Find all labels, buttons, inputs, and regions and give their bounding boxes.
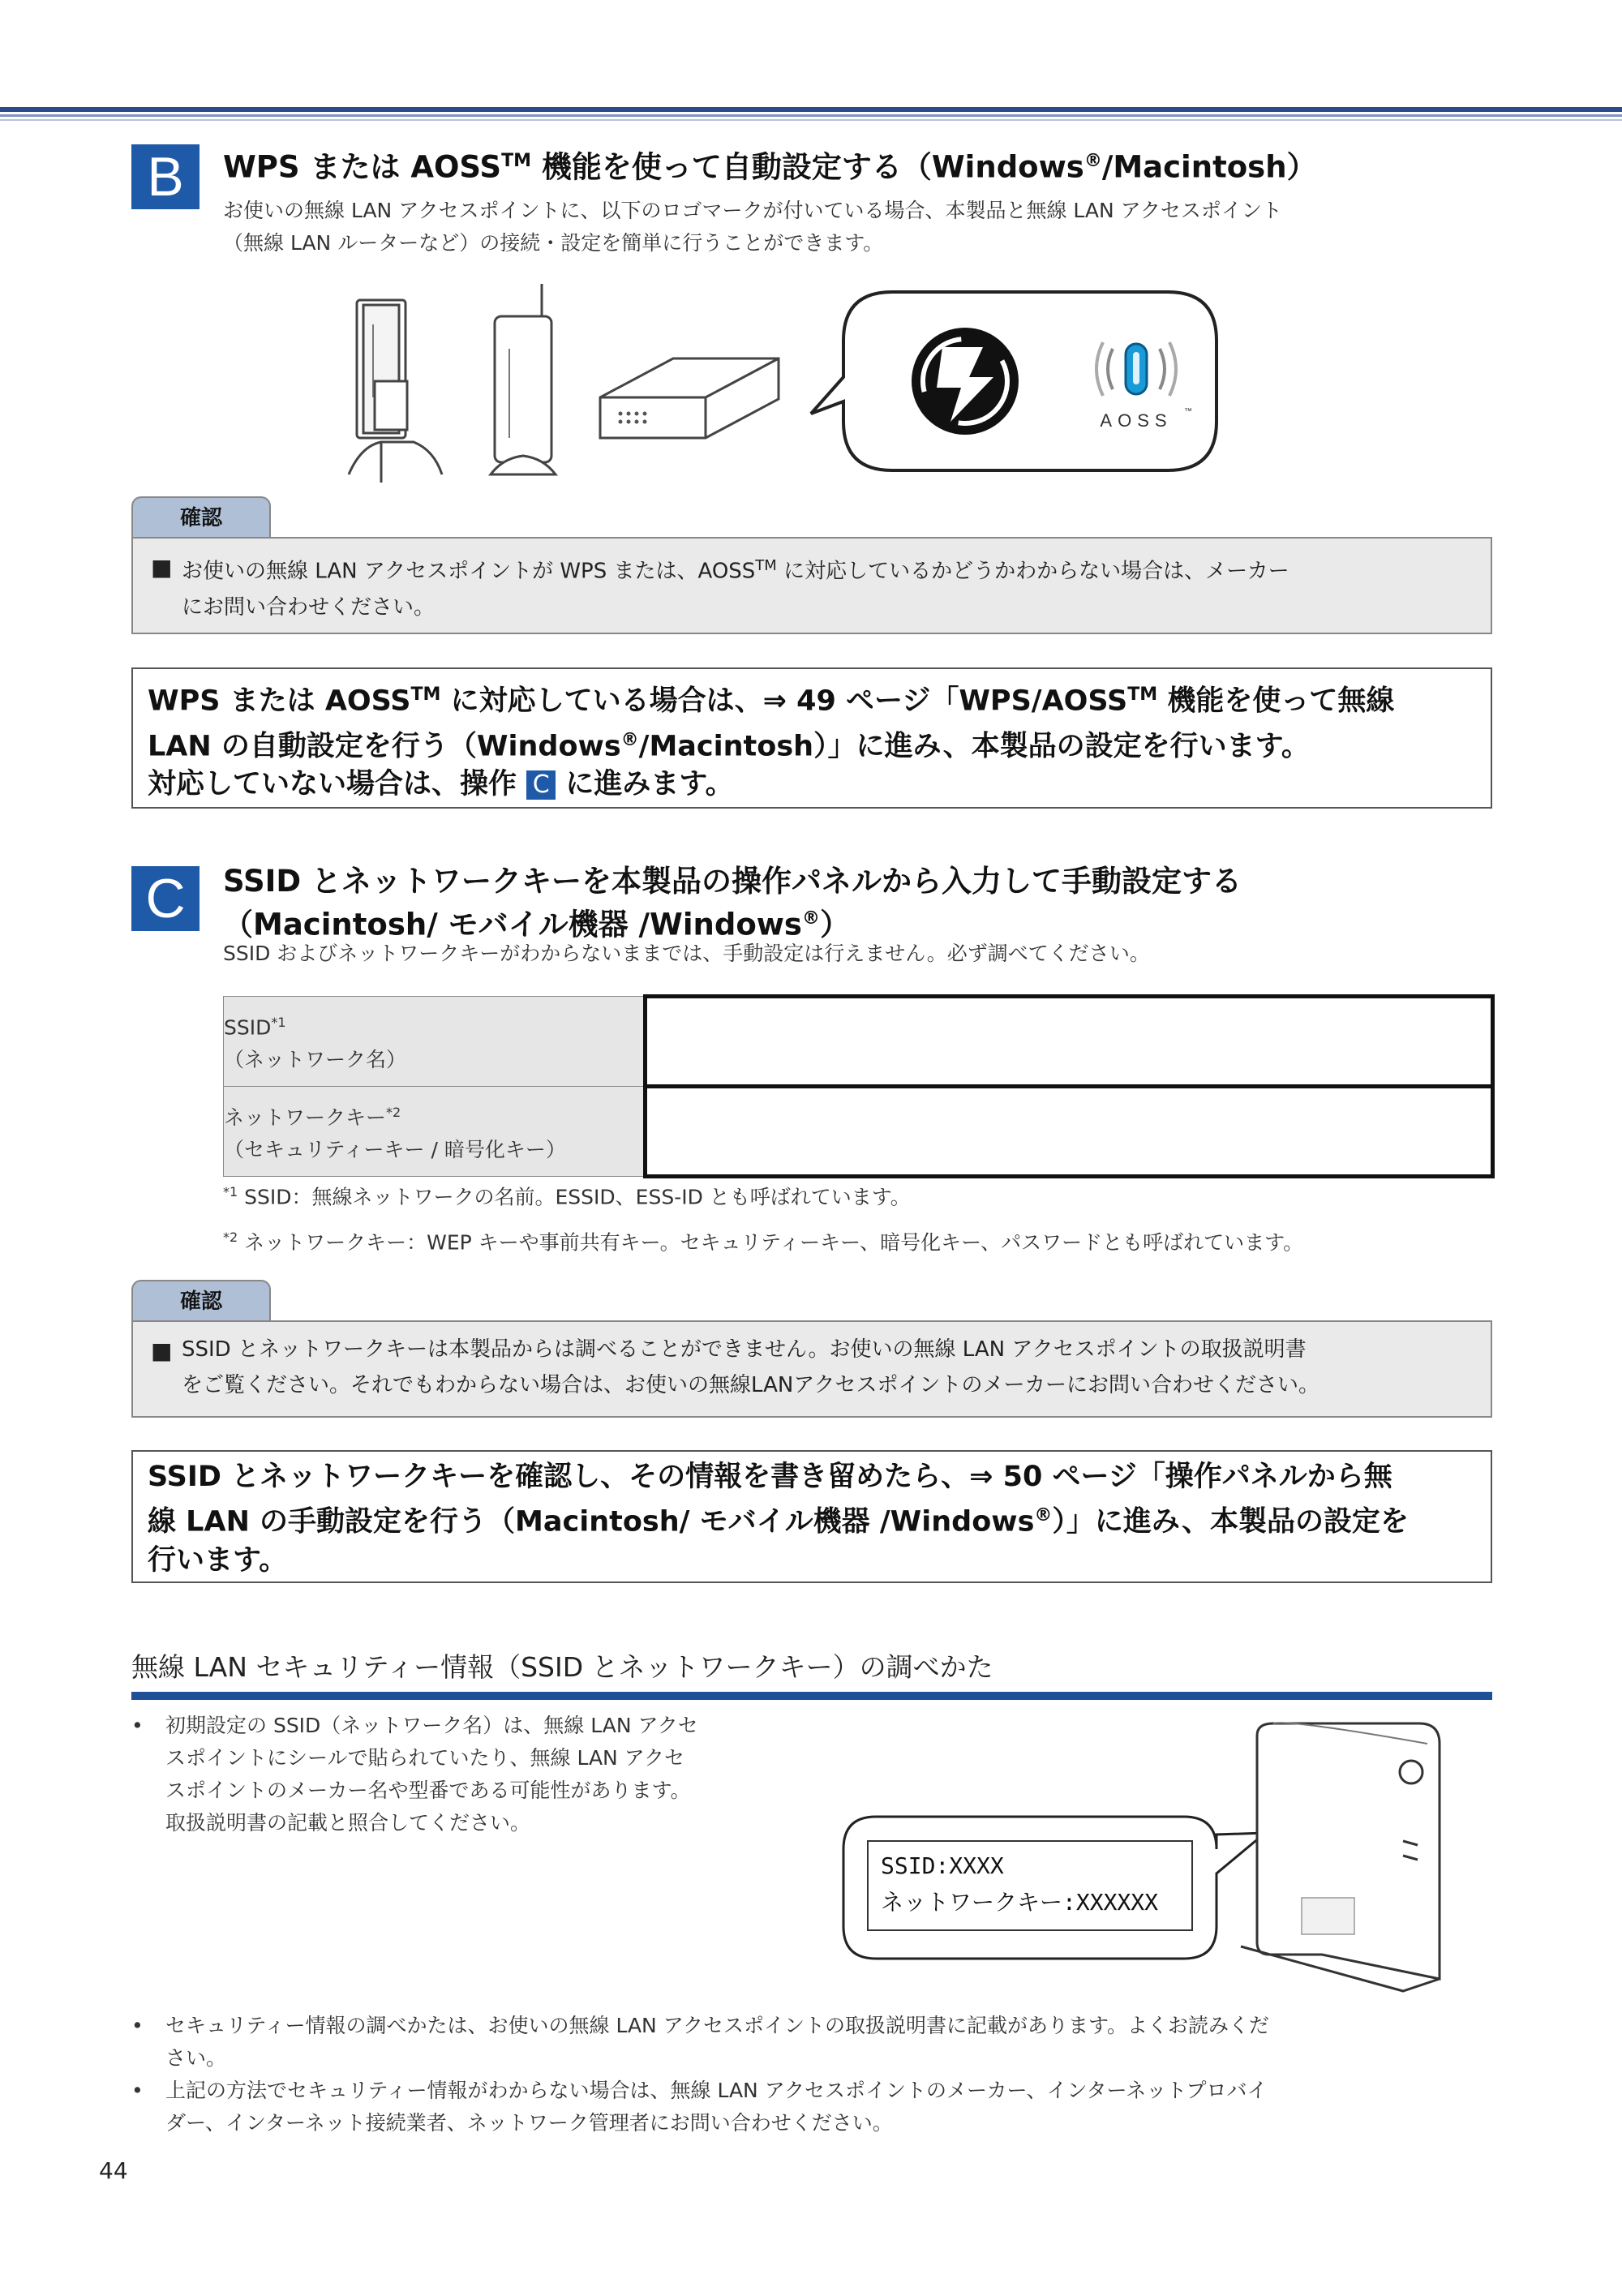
inline-step-c-badge: C [526,770,556,800]
note1-box: ■ お使いの無線 LAN アクセスポイントが WPS または、AOSS™ に対応しているかどうかわからない場合は、メーカー にお問い合わせください。 [131,537,1492,634]
sticker-ssid-text: SSID:XXXX [881,1852,1004,1879]
security-bullet-1: • 初期設定の SSID（ネットワーク名）は、無線 LAN アクセ スポイントにシールで貼られていたり、無線 LAN アクセ スポイントのメーカー名や型番である可能性があります。 取扱説明書の記載と照合してください。 [131,1714,698,1835]
ssid-key-table [223,994,1495,1178]
antenna-router-icon [491,284,556,474]
ssid-row [224,997,1493,1087]
security-bullet-3: • 上記の方法でセキュリティー情報がわからない場合は、無線 LAN アクセスポイントのメーカー、インターネットプロバイ ダー、インターネット接続業者、ネットワーク管理者にお問い合わせください。 [131,2079,1268,2135]
step-c-title: SSID とネットワークキーを本製品の操作パネルから入力して手動設定する （Macintosh/ モバイル機器 /Windows®） [223,864,1242,942]
wps-logo-icon [912,328,1019,435]
aoss-logo-text: AOSS [1100,410,1173,431]
step-c-badge: C [131,866,200,931]
action-box-manual: SSID とネットワークキーを確認し、その情報を書き留めたら、⇒ 50 ページ「操作パネルから無 線 LAN の手動設定を行う（Macintosh/ モバイル機器 /Windows®）」に進み、本製品の設定を 行います。 [131,1450,1492,1583]
security-section-heading: 無線 LAN セキュリティー情報（SSID とネットワークキー）の調べかた [131,1651,993,1683]
network-key-row [224,1087,1493,1177]
note1-tab: 確認 [131,496,271,539]
note1-bullet: ■ [151,554,173,581]
access-point-illustration [324,276,1298,487]
step-c-description: SSID およびネットワークキーがわからないままでは、手動設定は行えません。必ず調べてください。 [223,942,1150,965]
step-b-description: お使いの無線 LAN アクセスポイントに、以下のロゴマークが付いている場合、本製品と無線 LAN アクセスポイント （無線 LAN ルーターなど）の接続・設定を簡単に行うことができます。 [223,199,1282,255]
security-bullet-2: • セキュリティー情報の調べかたは、お使いの無線 LAN アクセスポイントの取扱説明書に記載があります。よくお読みくだ さい。 [131,2014,1269,2070]
ssid-label-cell: SSID$^{*1}$ （ネットワーク名） [224,997,646,1087]
network-key-label-cell: ネットワークキー$^{*2}$ （セキュリティーキー / 暗号化キー） [224,1087,646,1177]
footnote-1: $^{*1}$ SSID：無線ネットワークの名前。ESSID、ESS-ID とも呼ばれています。 [223,1184,911,1209]
ssid-write-field[interactable] [646,997,1493,1087]
note2-tab: 確認 [131,1280,271,1322]
action-box-wps: WPS または AOSS™ に対応している場合は、⇒ 49 ページ「WPS/AOSS™ 機能を使って無線 LAN の自動設定を行う（Windows®/Macintosh）」に進み、本製品の設定を行います。 対応していない場合は、操作 C に進みます。 [131,667,1492,809]
network-key-write-field[interactable] [646,1087,1493,1177]
svg-text:™: ™ [1184,407,1192,416]
header-rule-light [0,114,1622,117]
header-rule-dark [0,107,1622,112]
step-b-title: WPS または AOSS™ 機能を使って自動設定する（Windows®/Macintosh） [223,149,1317,185]
note2-bullet: ■ [151,1337,173,1364]
step-b-badge: B [131,144,200,209]
header-rule-thin [0,119,1622,121]
vertical-router-icon [349,300,442,483]
sticker-key-text: ネットワークキー:XXXXXX [881,1889,1159,1916]
standing-router-icon [1241,1723,1440,1991]
security-heading-rule [131,1692,1492,1700]
footnote-2: $^{*2}$ ネットワークキー：WEP キーや事前共有キー。セキュリティーキー、暗号化キー、パスワードとも呼ばれています。 [223,1230,1304,1255]
page-number: 44 [99,2157,128,2184]
note2-box: ■ SSID とネットワークキーは本製品からは調べることができません。お使いの無線 LAN アクセスポイントの取扱説明書 をご覧ください。それでもわからない場合は、お使いの無線LANアクセスポイントのメーカーにお問い合わせください。 [131,1320,1492,1418]
flat-router-icon [600,358,779,438]
